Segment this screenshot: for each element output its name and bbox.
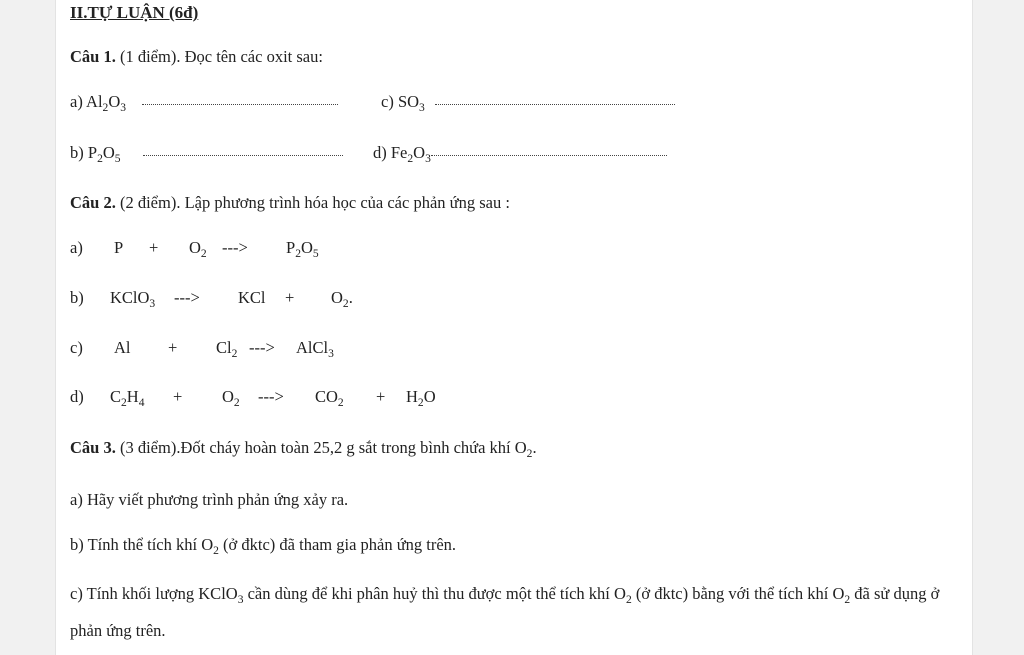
q3-part-a: a) Hãy viết phương trình phản ứng xảy ra. [70, 490, 349, 509]
eq-c-prefix: c) [70, 338, 83, 357]
eq-d-product-2: $H_2O$ [406, 387, 436, 410]
q1-item-c [381, 92, 675, 115]
question-1-label: Câu 1. [70, 47, 116, 66]
eq-b-arrow: ---> [174, 288, 200, 307]
equation-d [56, 387, 956, 411]
eq-b-prefix: b) [70, 288, 84, 307]
worksheet-page [55, 0, 973, 655]
equation-b [56, 288, 956, 312]
q1-item-a-prefix: a) [70, 92, 83, 111]
eq-d-plus-2: + [376, 387, 386, 406]
question-3 [70, 438, 537, 461]
question-1-text: (1 điểm). Đọc tên các oxit sau: [119, 47, 323, 66]
answer-blank[interactable] [431, 154, 667, 156]
answer-blank[interactable] [435, 103, 675, 105]
eq-d-reactant-1: $C_2H_4$ [110, 387, 145, 410]
eq-b-reactant-1: KClO$_3$ [110, 288, 156, 311]
eq-d-plus: + [173, 387, 183, 406]
q1-item-a [70, 92, 338, 115]
eq-a-product-1: $P_2O_5$ [286, 238, 319, 261]
question-3-label: Câu 3. [70, 438, 116, 457]
eq-a-reactant-1: P [114, 238, 124, 257]
eq-d-product-1: $CO_2$ [315, 387, 344, 410]
equation-c [56, 338, 956, 362]
q3-part-c: c) Tính khối lượng KClO$_3$ cần dùng để khi phân huỷ thì thu được một thể tích khí $O_2$ (ở đktc) bằng với thể tích khí $O_2$ đã sử dụng ở phản ứng trên. [70, 584, 940, 640]
eq-b-plus: + [285, 288, 295, 307]
q1-item-b-formula: $P_2O_5$ [87, 143, 121, 166]
q1-item-d-prefix: d) [373, 143, 387, 162]
q1-item-c-formula: $SO_3$ [397, 92, 425, 115]
eq-a-prefix: a) [70, 238, 83, 257]
eq-c-reactant-1: Al [114, 338, 131, 357]
question-2 [70, 193, 510, 213]
q1-item-d [373, 143, 667, 166]
eq-a-reactant-2: $O_2$ [189, 238, 207, 261]
q1-item-a-formula: $Al_2O_3$ [86, 92, 127, 115]
eq-b-product-1: KCl [238, 288, 266, 307]
eq-c-reactant-2: $Cl_2$ [216, 338, 238, 361]
question-2-text: (2 điểm). Lập phương trình hóa học của các phản ứng sau : [119, 193, 510, 212]
eq-c-product-1: AlCl$_3$ [296, 338, 334, 361]
section-title: II.TỰ LUẬN (6đ) [70, 3, 199, 22]
q1-item-c-prefix: c) [381, 92, 394, 111]
question-3-text: (3 điểm).Đốt cháy hoàn toàn 25,2 g sắt trong bình chứa khí $O_2$. [119, 438, 537, 461]
q1-item-d-formula: $Fe_2O_3$ [390, 143, 431, 166]
eq-d-arrow: ---> [258, 387, 284, 406]
eq-a-arrow: ---> [222, 238, 248, 257]
eq-d-reactant-2: $O_2$ [222, 387, 240, 410]
eq-b-product-2: $O_2$. [331, 288, 353, 311]
eq-c-plus: + [168, 338, 178, 357]
q1-item-b [70, 143, 343, 166]
question-2-label: Câu 2. [70, 193, 116, 212]
q1-item-b-prefix: b) [70, 143, 84, 162]
eq-a-plus: + [149, 238, 159, 257]
q3-part-b: b) Tính thể tích khí $O_2$ (ở đktc) đã tham gia phản ứng trên. [70, 535, 457, 558]
eq-c-arrow: ---> [249, 338, 275, 357]
equation-a [56, 238, 956, 262]
answer-blank[interactable] [143, 154, 343, 156]
answer-blank[interactable] [142, 103, 338, 105]
question-1 [70, 47, 323, 67]
eq-d-prefix: d) [70, 387, 84, 406]
